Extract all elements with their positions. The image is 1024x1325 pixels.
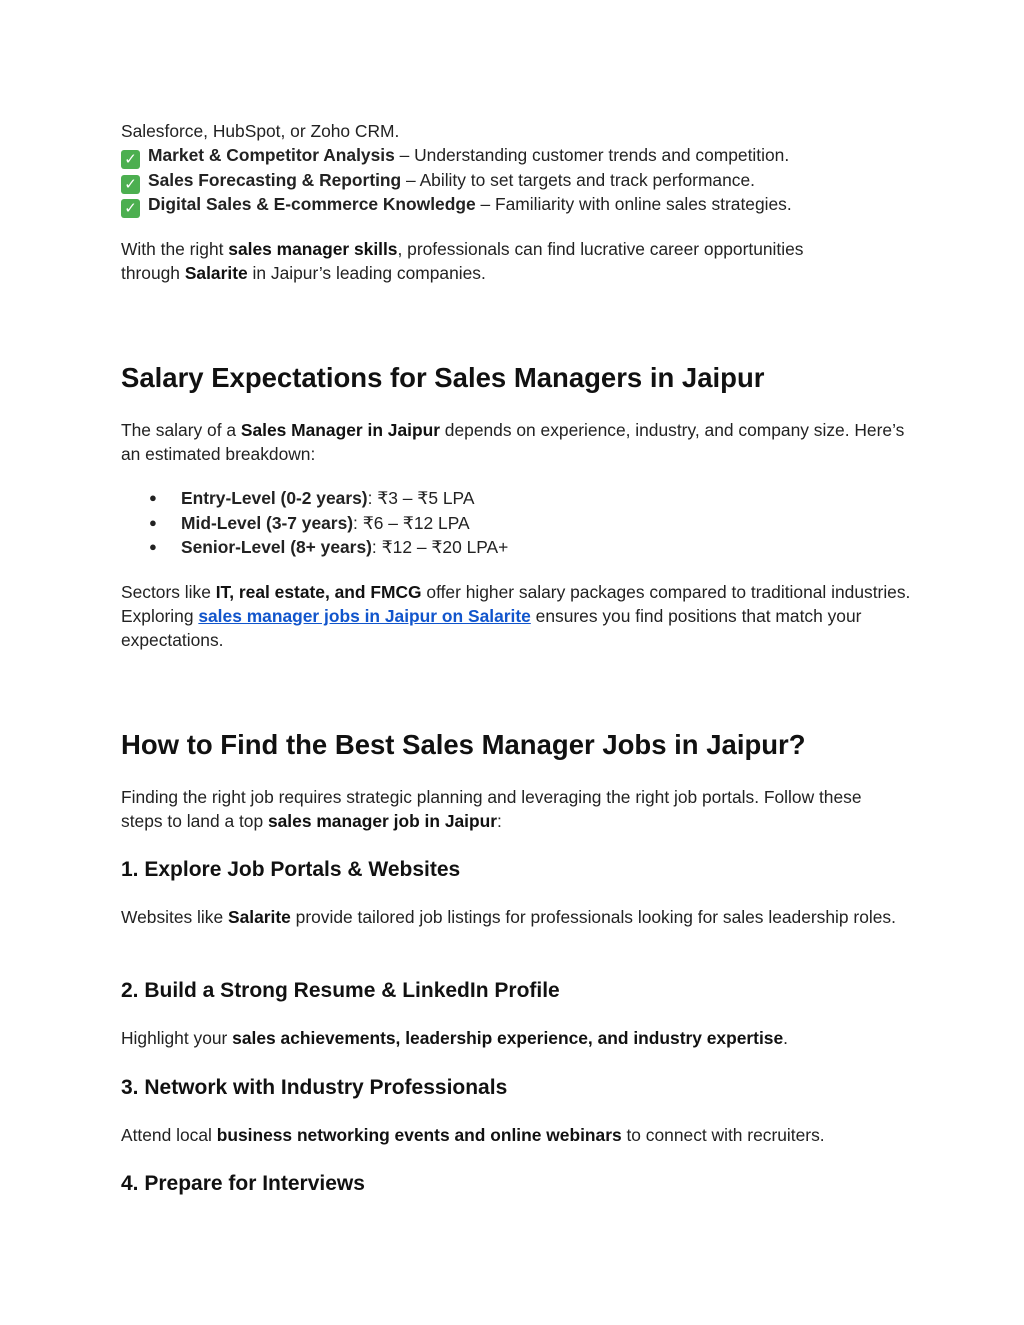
skill-title: Sales Forecasting & Reporting [148,170,402,190]
bullet-icon: ● [149,539,157,554]
step-text: Highlight your sales achievements, leadership experience, and industry expertise. [121,1028,788,1048]
salary-intro: The salary of a Sales Manager in Jaipur depends on experience, industry, and company size. Here’s an estimated breakdown: [121,420,905,464]
salary-list [121,486,911,560]
skill-desc: – Understanding customer trends and competition. [394,145,790,165]
skill-item [121,168,911,194]
check-mark-icon: ✓ [121,175,140,194]
skills-summary: With the right sales manager skills, professionals can find lucrative career opportunities through Salarite in Jaipur’s leading companies. [121,239,804,283]
skill-title: Market & Competitor Analysis [148,145,395,165]
salary-heading: Salary Expectations for Sales Managers in Jaipur [121,362,765,393]
step-heading: 1. Explore Job Portals & Websites [121,858,461,881]
bullet-icon: ● [149,514,157,530]
skill-title: Digital Sales & E-commerce Knowledge [148,194,476,214]
bullet-icon: ● [149,490,157,505]
list-item: ● Mid-Level (3-7 years): ₹6 – ₹12 LPA [121,511,911,536]
find-jobs-heading: How to Find the Best Sales Manager Jobs in Jaipur? [121,729,806,760]
step-text: Attend local business networking events and online webinars to connect with recruiters. [121,1125,825,1145]
step-heading: 4. Prepare for Interviews [121,1172,365,1195]
find-jobs-intro: Finding the right job requires strategic planning and leveraging the right job portals. Follow these steps to land a top sales manager job in Jaipur: [121,787,862,831]
skill-desc: – Familiarity with online sales strategies. [475,194,792,214]
check-mark-icon: ✓ [121,199,140,218]
skill-item [121,192,911,218]
check-mark-icon: ✓ [121,150,140,169]
skill-desc: – Ability to set targets and track performance. [401,170,755,190]
list-item: ● Entry-Level (0-2 years): ₹3 – ₹5 LPA [121,486,911,511]
list-item: ● Senior-Level (8+ years): ₹12 – ₹20 LPA+ [121,535,911,560]
intro-fragment: Salesforce, HubSpot, or Zoho CRM. [121,121,400,141]
step-text: Websites like Salarite provide tailored job listings for professionals looking for sales leadership roles. [121,907,896,927]
step-heading: 3. Network with Industry Professionals [121,1076,508,1099]
step-heading: 2. Build a Strong Resume & LinkedIn Profile [121,979,560,1002]
skill-item [121,143,911,169]
sectors-paragraph: Sectors like IT, real estate, and FMCG offer higher salary packages compared to traditional industries. Exploring sales manager jobs in Jaipur on Salarite ensures you find positions that match your expectations. [121,582,911,650]
salarite-jobs-link[interactable]: sales manager jobs in Jaipur on Salarite [198,606,531,626]
